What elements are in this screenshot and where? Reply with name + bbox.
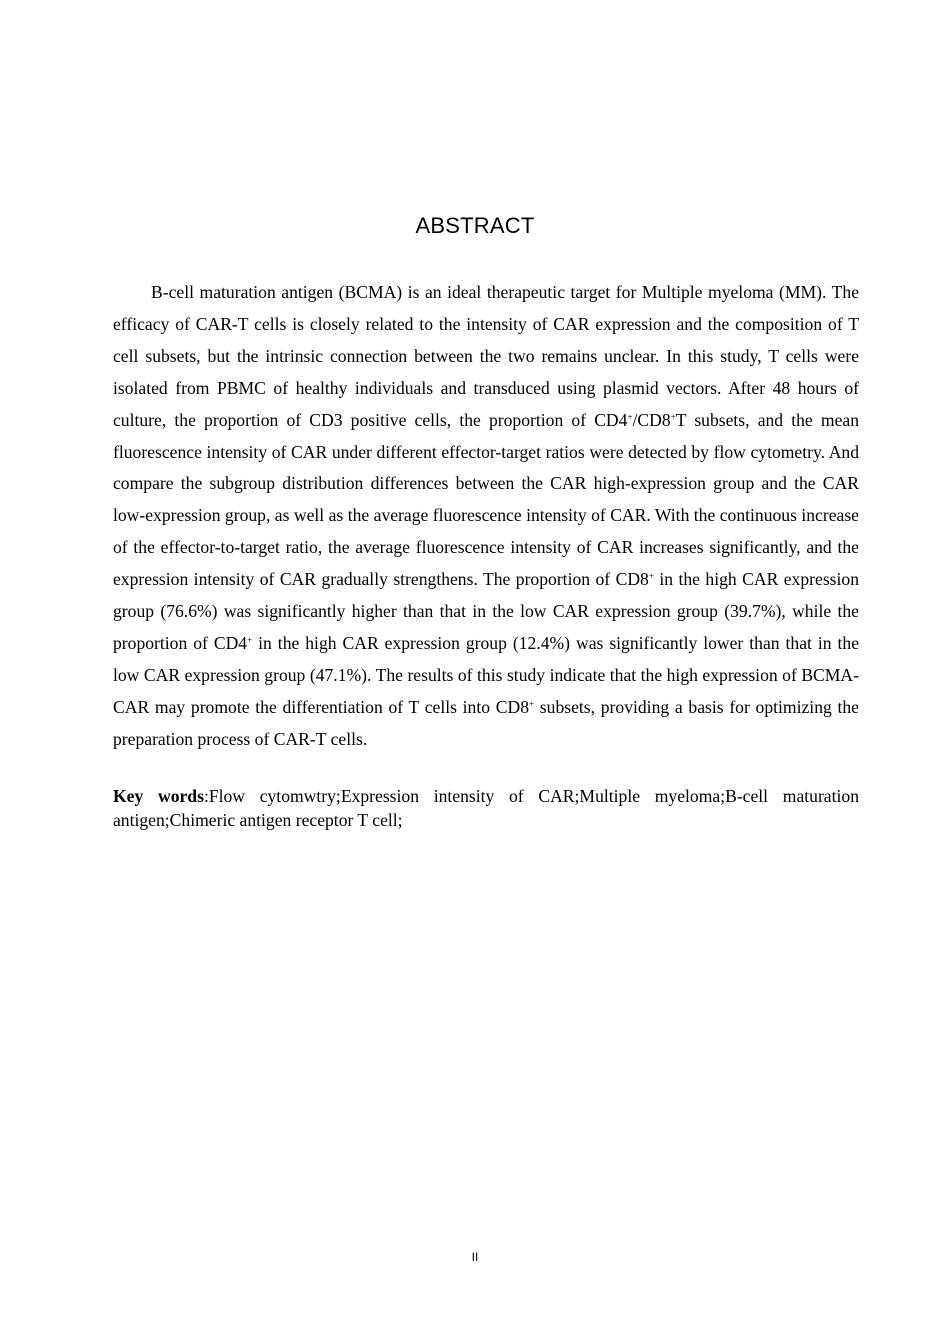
superscript-plus: + [648, 571, 654, 582]
abstract-text-segment: in the high CAR expression group (76.6%) was significantly higher than that in the low CAR expression group (39.7%), while the proportion of CD4 [113, 569, 859, 653]
keywords [113, 784, 859, 832]
abstract-text-segment: /CD8 [632, 409, 671, 430]
page-number: II [471, 1250, 479, 1264]
superscript-plus: + [627, 411, 633, 422]
abstract-text-segment: B-cell maturation antigen (BCMA) is an ideal therapeutic target for Multiple myeloma (MM). The efficacy of CAR-T cells is closely related to the intensity of CAR expression and the composition of T cell subsets, but the intrinsic connection between the two remains unclear. In this study, T cells were isolated from PBMC of healthy individuals and transduced using plasmid vectors. After 48 hours of culture, the proportion of CD3 positive cells, the proportion of CD4 [113, 282, 859, 430]
superscript-plus: + [670, 411, 676, 422]
superscript-plus: + [529, 698, 535, 709]
abstract-text-segment: T subsets, and the mean fluorescence intensity of CAR under different effector-target ratios were detected by flow cytometry. And compare the subgroup distribution differences between the CAR high-expression group and the CAR low-expression group, as well as the average fluorescence intensity of CAR. With the continuous increase of the effector-to-target ratio, the average fluorescence intensity of CAR increases significantly, and the expression intensity of CAR gradually strengthens. The proportion of CD8 [113, 409, 859, 590]
keywords-text: :Flow cytomwtry;Expression intensity of CAR;Multiple myeloma;B-cell maturation antigen;Chimeric antigen receptor T cell; [113, 786, 859, 830]
abstract-title: ABSTRACT [415, 213, 535, 238]
abstract-text-segment: in the high CAR expression group (12.4%) was significantly lower than that in the low CAR expression group (47.1%). The results of this study indicate that the high expression of BCMA-CAR may promote the differentiation of T cells into CD8 [113, 632, 860, 717]
superscript-plus: + [247, 634, 253, 645]
abstract-text-segment: subsets, providing a basis for optimizing the preparation process of CAR-T cells. [113, 696, 859, 749]
abstract-body [113, 277, 859, 756]
keywords-label: Key words [113, 786, 204, 806]
